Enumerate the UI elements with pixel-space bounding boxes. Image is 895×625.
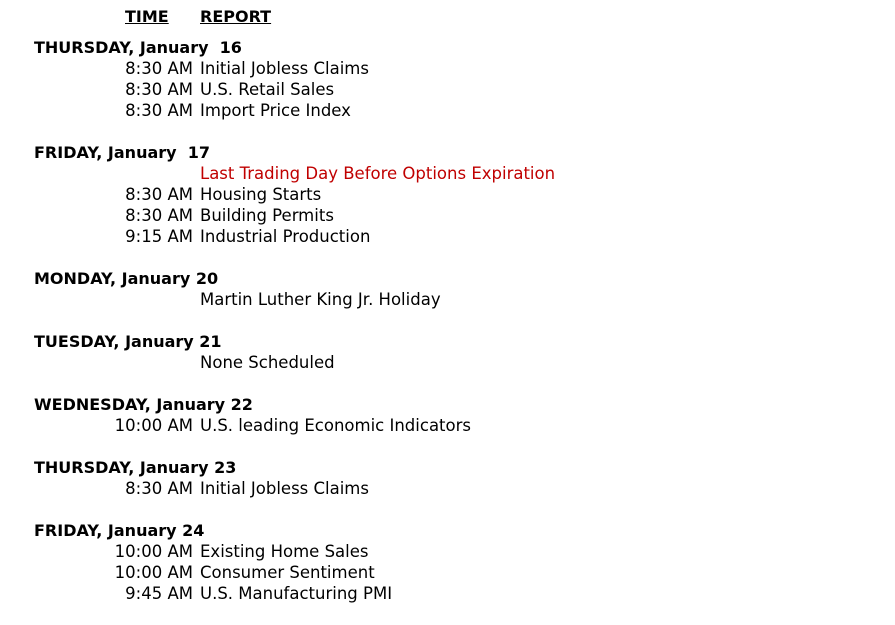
event-row <box>0 478 895 499</box>
day-block <box>0 331 895 373</box>
event-report: Existing Home Sales <box>200 542 369 561</box>
day-block <box>0 394 895 436</box>
event-time: 8:30 AM <box>125 101 193 120</box>
day-block <box>0 37 895 121</box>
event-row <box>0 562 895 583</box>
day-title: TUESDAY, January 21 <box>34 332 222 351</box>
event-time: 9:45 AM <box>125 584 193 603</box>
day-block <box>0 520 895 604</box>
time-column-header: TIME <box>125 7 169 26</box>
event-row <box>0 289 895 310</box>
day-title: WEDNESDAY, January 22 <box>34 395 253 414</box>
event-report: Martin Luther King Jr. Holiday <box>200 290 441 309</box>
day-title: MONDAY, January 20 <box>34 269 219 288</box>
event-report: Industrial Production <box>200 227 371 246</box>
event-row <box>0 541 895 562</box>
day-block <box>0 268 895 310</box>
event-time: 10:00 AM <box>114 542 193 561</box>
event-row <box>0 226 895 247</box>
event-row <box>0 58 895 79</box>
event-report: U.S. Retail Sales <box>200 80 335 99</box>
event-time: 8:30 AM <box>125 206 193 225</box>
event-report: None Scheduled <box>200 353 335 372</box>
event-time: 10:00 AM <box>114 416 193 435</box>
event-row <box>0 352 895 373</box>
event-time: 10:00 AM <box>114 563 193 582</box>
day-title: THURSDAY, January 16 <box>34 38 242 57</box>
column-header-row <box>0 6 895 27</box>
event-time: 8:30 AM <box>125 80 193 99</box>
event-report: U.S. leading Economic Indicators <box>200 416 471 435</box>
event-row <box>0 100 895 121</box>
alert-event-report: Last Trading Day Before Options Expiration <box>200 164 556 183</box>
schedule-list <box>0 37 895 625</box>
day-title: FRIDAY, January 24 <box>34 521 205 540</box>
event-report: Initial Jobless Claims <box>200 59 369 78</box>
event-time: 8:30 AM <box>125 479 193 498</box>
day-title: THURSDAY, January 23 <box>34 458 237 477</box>
event-time: 8:30 AM <box>125 185 193 204</box>
event-time: 9:15 AM <box>125 227 193 246</box>
event-report: U.S. Manufacturing PMI <box>200 584 393 603</box>
day-block <box>0 142 895 247</box>
event-report: Consumer Sentiment <box>200 563 375 582</box>
event-row <box>0 184 895 205</box>
event-time: 8:30 AM <box>125 59 193 78</box>
day-block <box>0 457 895 499</box>
event-report: Housing Starts <box>200 185 322 204</box>
alert-event-row <box>0 163 895 184</box>
event-row <box>0 415 895 436</box>
event-report: Import Price Index <box>200 101 351 120</box>
event-report: Building Permits <box>200 206 334 225</box>
event-row <box>0 205 895 226</box>
day-title: FRIDAY, January 17 <box>34 143 210 162</box>
event-report: Initial Jobless Claims <box>200 479 369 498</box>
event-row <box>0 79 895 100</box>
report-column-header: REPORT <box>200 7 272 26</box>
event-row <box>0 583 895 604</box>
